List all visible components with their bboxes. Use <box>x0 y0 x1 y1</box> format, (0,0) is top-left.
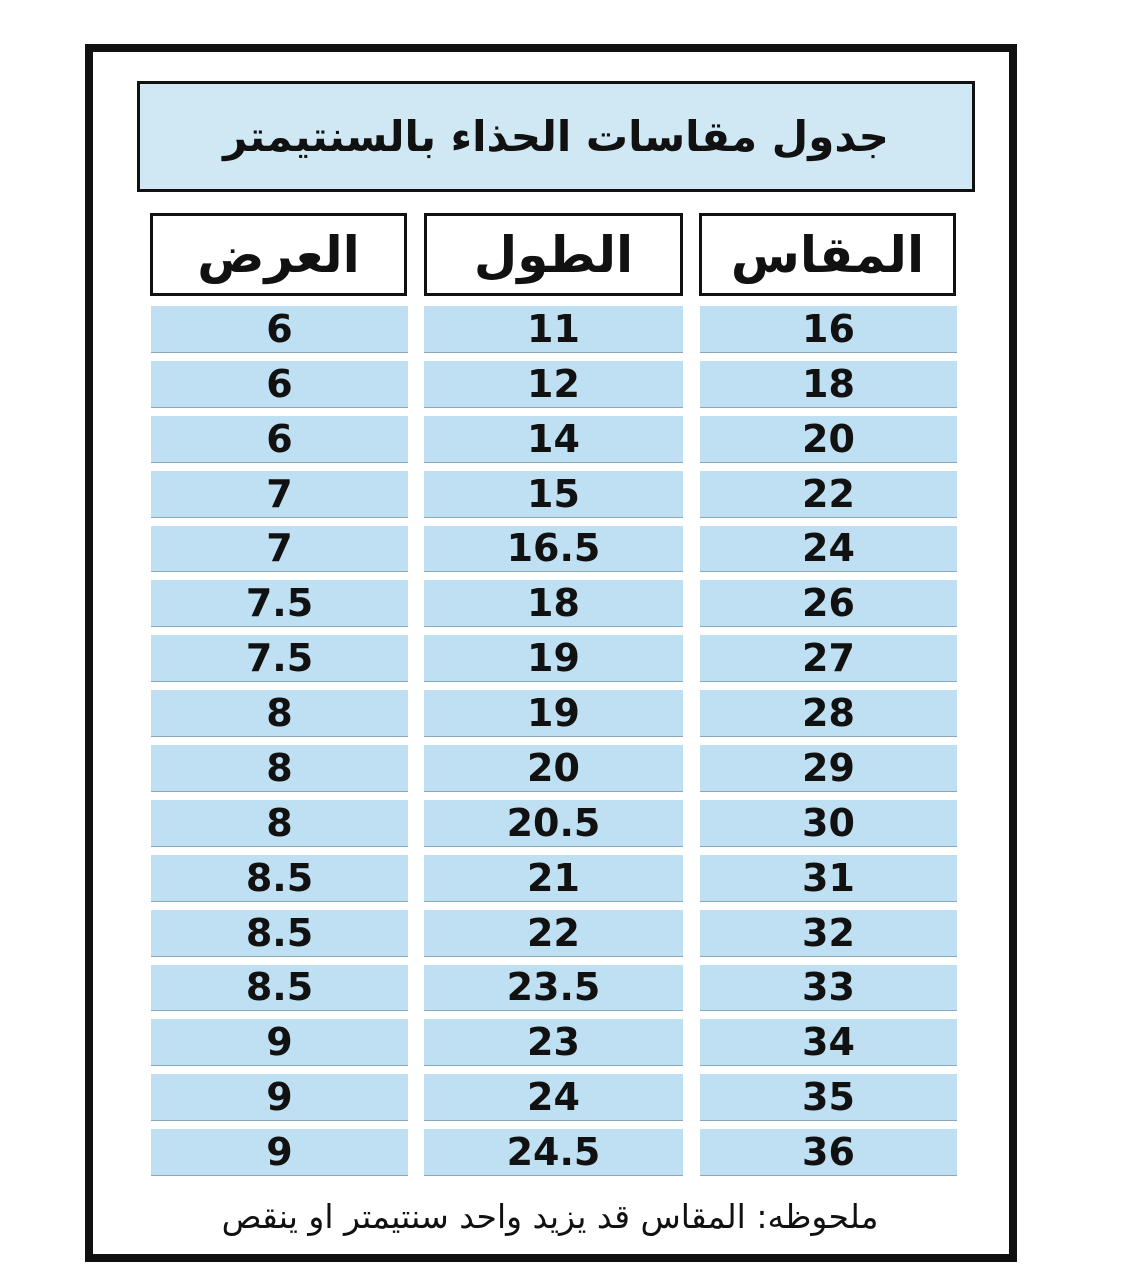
size-cell: 35 <box>700 1074 957 1121</box>
length-cell: 23.5 <box>424 965 683 1012</box>
length-cell: 12 <box>424 361 683 408</box>
size-cell: 32 <box>700 910 957 957</box>
length-cell: 24.5 <box>424 1129 683 1176</box>
title-text: جدول مقاسات الحذاء بالسنتيمتر <box>223 112 889 161</box>
length-cell: 11 <box>424 306 683 353</box>
header-size: المقاس <box>699 213 956 296</box>
size-cell: 20 <box>700 416 957 463</box>
size-cell: 27 <box>700 635 957 682</box>
width-cell: 8 <box>151 800 408 847</box>
length-cell: 21 <box>424 855 683 902</box>
page-title <box>137 81 975 192</box>
size-column <box>700 306 957 1176</box>
length-cell: 19 <box>424 690 683 737</box>
length-cell: 15 <box>424 471 683 518</box>
size-cell: 24 <box>700 526 957 573</box>
length-cell: 20 <box>424 745 683 792</box>
size-cell: 29 <box>700 745 957 792</box>
note-text: ملحوظه: المقاس قد يزيد واحد سنتيمتر او ينقص <box>221 1196 879 1236</box>
size-cell: 30 <box>700 800 957 847</box>
width-cell: 7.5 <box>151 580 408 627</box>
width-column <box>151 306 408 1176</box>
width-cell: 7 <box>151 526 408 573</box>
size-cell: 28 <box>700 690 957 737</box>
width-cell: 9 <box>151 1074 408 1121</box>
width-cell: 9 <box>151 1019 408 1066</box>
length-column <box>424 306 683 1176</box>
size-cell: 36 <box>700 1129 957 1176</box>
width-cell: 8 <box>151 690 408 737</box>
length-cell: 23 <box>424 1019 683 1066</box>
header-length: الطول <box>424 213 683 296</box>
length-cell: 22 <box>424 910 683 957</box>
length-cell: 24 <box>424 1074 683 1121</box>
length-cell: 14 <box>424 416 683 463</box>
size-cell: 16 <box>700 306 957 353</box>
length-cell: 20.5 <box>424 800 683 847</box>
width-cell: 6 <box>151 361 408 408</box>
size-cell: 33 <box>700 965 957 1012</box>
width-cell: 6 <box>151 306 408 353</box>
width-cell: 8.5 <box>151 855 408 902</box>
width-cell: 9 <box>151 1129 408 1176</box>
size-cell: 22 <box>700 471 957 518</box>
length-cell: 18 <box>424 580 683 627</box>
size-cell: 26 <box>700 580 957 627</box>
width-cell: 7.5 <box>151 635 408 682</box>
width-cell: 8.5 <box>151 965 408 1012</box>
header-width: العرض <box>150 213 407 296</box>
width-cell: 7 <box>151 471 408 518</box>
width-cell: 6 <box>151 416 408 463</box>
size-cell: 18 <box>700 361 957 408</box>
width-cell: 8.5 <box>151 910 408 957</box>
size-cell: 34 <box>700 1019 957 1066</box>
length-cell: 19 <box>424 635 683 682</box>
length-cell: 16.5 <box>424 526 683 573</box>
size-cell: 31 <box>700 855 957 902</box>
width-cell: 8 <box>151 745 408 792</box>
